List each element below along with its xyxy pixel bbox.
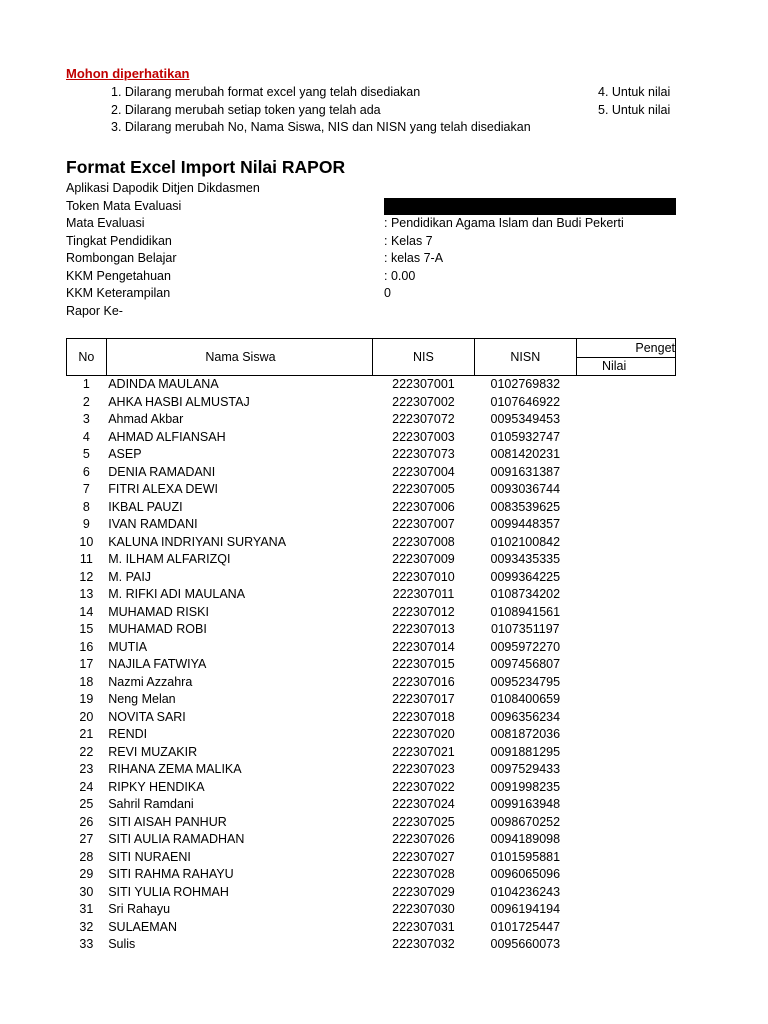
row-name: REVI MUZAKIR <box>108 744 198 759</box>
table-row <box>67 796 676 814</box>
table-row <box>67 621 676 639</box>
row-nis: 222307002 <box>392 394 455 409</box>
row-nilai-cell[interactable] <box>576 814 675 832</box>
row-nisn: 0099448357 <box>490 517 561 531</box>
row-nisn: 0081872036 <box>490 727 561 741</box>
row-name: Sahril Ramdani <box>108 797 194 811</box>
table-row <box>67 936 676 954</box>
row-name: SULAEMAN <box>108 919 177 934</box>
row-nilai-cell[interactable] <box>576 691 675 709</box>
document-title: Format Excel Import Nilai RAPOR <box>66 157 346 177</box>
row-nilai-cell[interactable] <box>576 744 675 762</box>
row-name: ASEP <box>108 447 142 461</box>
row-nis: 222307027 <box>392 849 455 864</box>
row-nis: 222307073 <box>392 447 455 461</box>
rule-4: 4. Untuk nilai <box>598 85 671 99</box>
table-row <box>67 831 676 849</box>
row-nilai-cell[interactable] <box>576 516 675 534</box>
row-name: Sri Rahayu <box>108 902 171 916</box>
row-name: FITRI ALEXA DEWI <box>108 482 218 496</box>
row-nilai-cell[interactable] <box>576 884 675 902</box>
header-no: No <box>67 339 107 376</box>
row-name: SITI NURAENI <box>108 849 191 864</box>
row-nisn: 0108734202 <box>490 587 561 601</box>
row-name: IVAN RAMDANI <box>108 517 198 531</box>
row-nis: 222307013 <box>392 622 455 636</box>
row-nilai-cell[interactable] <box>576 796 675 814</box>
row-nisn: 0108941561 <box>490 604 561 619</box>
row-no: 14 <box>79 604 94 619</box>
table-body <box>67 376 676 954</box>
row-no: 15 <box>79 622 94 636</box>
row-nisn: 0096194194 <box>490 902 561 916</box>
tingkat-label: Tingkat Pendidikan <box>66 234 172 248</box>
row-name: NOVITA SARI <box>108 709 186 724</box>
token-value-redacted <box>384 198 676 215</box>
row-name: KALUNA INDRIYANI SURYANA <box>108 534 287 549</box>
row-name: AHKA HASBI ALMUSTAJ <box>108 394 250 409</box>
row-no: 33 <box>79 937 94 951</box>
row-nis: 222307030 <box>392 902 455 916</box>
kkm-keterampilan-value: 0 <box>384 286 391 300</box>
row-nilai-cell[interactable] <box>576 656 675 674</box>
row-nisn: 0096356234 <box>490 709 561 724</box>
row-no: 31 <box>79 902 94 916</box>
row-nilai-cell[interactable] <box>576 849 675 867</box>
row-no: 32 <box>79 919 94 934</box>
row-no: 21 <box>79 727 94 741</box>
row-no: 19 <box>79 692 94 706</box>
table-row <box>67 744 676 762</box>
document-subtitle: Aplikasi Dapodik Ditjen Dikdasmen <box>66 181 260 195</box>
row-nisn: 0095972270 <box>490 639 561 654</box>
row-no: 13 <box>79 587 94 601</box>
table-row <box>67 901 676 919</box>
row-nisn: 0083539625 <box>490 499 561 514</box>
row-nilai-cell[interactable] <box>576 569 675 587</box>
row-nisn: 0101595881 <box>490 849 561 864</box>
row-nis: 222307009 <box>392 552 455 566</box>
table-row <box>67 674 676 692</box>
row-nilai-cell[interactable] <box>576 761 675 779</box>
row-nis: 222307014 <box>392 639 455 654</box>
row-nilai-cell[interactable] <box>576 534 675 552</box>
table-row <box>67 586 676 604</box>
row-nisn: 0093036744 <box>490 482 561 496</box>
mapel-label: Mata Evaluasi <box>66 216 145 230</box>
header-nis: NIS <box>373 339 474 376</box>
row-no: 5 <box>82 447 90 461</box>
row-no: 6 <box>82 464 90 479</box>
row-nilai-cell[interactable] <box>576 919 675 937</box>
row-nilai-cell[interactable] <box>576 499 675 517</box>
table-row <box>67 376 676 394</box>
rapor-ke-label: Rapor Ke- <box>66 304 123 318</box>
row-name: M. ILHAM ALFARIZQI <box>108 552 231 566</box>
row-no: 11 <box>79 552 93 566</box>
row-nilai-cell[interactable] <box>576 901 675 919</box>
row-no: 7 <box>82 482 90 496</box>
row-nisn: 0091998235 <box>490 779 561 794</box>
table-row <box>67 761 676 779</box>
table-row <box>67 919 676 937</box>
row-nis: 222307011 <box>392 587 455 601</box>
row-nilai-cell[interactable] <box>576 604 675 622</box>
kkm-pengetahuan-label: KKM Pengetahuan <box>66 269 171 283</box>
row-nis: 222307022 <box>392 779 455 794</box>
header-pengetahuan: Penget <box>576 339 675 358</box>
row-name: SITI AISAH PANHUR <box>108 814 227 829</box>
row-nilai-cell[interactable] <box>576 446 675 464</box>
table-row <box>67 604 676 622</box>
row-no: 12 <box>79 569 94 584</box>
table-row <box>67 849 676 867</box>
row-nisn: 0107646922 <box>490 394 561 409</box>
mapel-value: : Pendidikan Agama Islam dan Budi Pekerti <box>384 216 624 230</box>
row-nilai-cell[interactable] <box>576 376 675 394</box>
row-nisn: 0095234795 <box>490 674 561 689</box>
row-nisn: 0107351197 <box>491 622 560 636</box>
row-nisn: 0094189098 <box>490 832 561 846</box>
row-name: SITI RAHMA RAHAYU <box>108 867 234 881</box>
table-row <box>67 569 676 587</box>
row-nilai-cell[interactable] <box>576 621 675 639</box>
row-nisn: 0095660073 <box>490 937 561 951</box>
row-nis: 222307003 <box>392 429 455 444</box>
row-name: DENIA RAMADANI <box>108 464 216 479</box>
row-nis: 222307001 <box>392 377 455 391</box>
row-no: 17 <box>79 657 94 671</box>
row-nis: 222307023 <box>392 762 455 776</box>
notice-title: Mohon diperhatikan <box>66 66 190 81</box>
row-nisn: 0095349453 <box>490 412 561 426</box>
row-nilai-cell[interactable] <box>576 936 675 954</box>
row-name: MUTIA <box>108 639 148 654</box>
table-row <box>67 884 676 902</box>
row-nis: 222307007 <box>392 517 455 531</box>
row-nilai-cell[interactable] <box>576 394 675 412</box>
row-no: 9 <box>82 517 90 531</box>
row-name: SITI YULIA ROHMAH <box>108 884 229 899</box>
row-no: 4 <box>82 429 90 444</box>
header-nilai: Nilai <box>576 357 675 376</box>
row-nilai-cell[interactable] <box>576 639 675 657</box>
table-row <box>67 499 676 517</box>
row-nis: 222307021 <box>392 744 455 759</box>
row-nisn: 0108400659 <box>490 692 561 706</box>
rombel-label: Rombongan Belajar <box>66 251 177 265</box>
row-nisn: 0102100842 <box>490 534 561 549</box>
row-nilai-cell[interactable] <box>576 551 675 569</box>
row-nisn: 0099163948 <box>490 797 561 811</box>
table-row <box>67 691 676 709</box>
row-nilai-cell[interactable] <box>576 481 675 499</box>
table-row <box>67 481 676 499</box>
row-name: RIHANA ZEMA MALIKA <box>108 762 242 776</box>
row-nis: 222307010 <box>392 569 455 584</box>
row-nis: 222307017 <box>392 692 455 706</box>
table-row <box>67 726 676 744</box>
row-nisn: 0102769832 <box>490 377 561 391</box>
row-nisn: 0097529433 <box>490 762 561 776</box>
row-nilai-cell[interactable] <box>576 411 675 429</box>
rule-1: 1. Dilarang merubah format excel yang telah disediakan <box>111 85 421 99</box>
row-name: Sulis <box>108 937 136 951</box>
token-label: Token Mata Evaluasi <box>66 199 182 213</box>
row-no: 24 <box>79 779 94 794</box>
table-row <box>67 709 676 727</box>
row-nisn: 0099364225 <box>490 569 561 584</box>
row-nis: 222307028 <box>392 867 455 881</box>
row-no: 18 <box>79 674 94 689</box>
row-name: MUHAMAD ROBI <box>108 622 207 636</box>
row-nisn: 0104236243 <box>490 884 561 899</box>
row-name: ADINDA MAULANA <box>108 377 219 391</box>
row-nis: 222307032 <box>392 937 455 951</box>
header-name: Nama Siswa <box>106 339 373 376</box>
row-name: Neng Melan <box>108 692 176 706</box>
row-no: 2 <box>82 394 90 409</box>
row-nis: 222307015 <box>392 657 455 671</box>
row-nis: 222307024 <box>392 797 455 811</box>
row-nisn: 0098670252 <box>490 814 561 829</box>
row-nisn: 0101725447 <box>490 919 561 934</box>
row-nilai-cell[interactable] <box>576 831 675 849</box>
row-nilai-cell[interactable] <box>576 726 675 744</box>
row-nis: 222307026 <box>392 832 455 846</box>
row-nisn: 0093435335 <box>490 552 561 566</box>
table-row <box>67 394 676 412</box>
rule-3: 3. Dilarang merubah No, Nama Siswa, NIS dan NISN yang telah disediakan <box>111 120 531 134</box>
row-nis: 222307072 <box>392 412 455 426</box>
row-nilai-cell[interactable] <box>576 464 675 482</box>
row-name: AHMAD ALFIANSAH <box>108 429 226 444</box>
row-nis: 222307005 <box>392 482 455 496</box>
row-no: 30 <box>79 884 94 899</box>
row-nis: 222307031 <box>392 919 455 934</box>
row-no: 16 <box>79 639 94 654</box>
row-nisn: 0097456807 <box>490 657 561 671</box>
row-no: 26 <box>79 814 94 829</box>
row-nis: 222307012 <box>392 604 455 619</box>
row-no: 28 <box>79 849 94 864</box>
table-row <box>67 446 676 464</box>
row-nisn: 0091631387 <box>490 464 561 479</box>
row-nisn: 0096065096 <box>490 867 561 881</box>
row-name: Ahmad Akbar <box>108 412 184 426</box>
kkm-keterampilan-label: KKM Keterampilan <box>66 286 171 300</box>
table-row <box>67 639 676 657</box>
row-no: 10 <box>79 534 94 549</box>
row-nisn: 0091881295 <box>490 744 561 759</box>
row-no: 23 <box>79 762 94 776</box>
row-name: NAJILA FATWIYA <box>108 657 207 671</box>
row-no: 8 <box>82 499 90 514</box>
row-no: 3 <box>82 412 90 426</box>
row-nis: 222307025 <box>392 814 455 829</box>
row-nilai-cell[interactable] <box>576 429 675 447</box>
row-name: M. RIFKI ADI MAULANA <box>108 587 246 601</box>
row-no: 20 <box>79 709 94 724</box>
row-nis: 222307020 <box>392 727 455 741</box>
row-nilai-cell[interactable] <box>576 674 675 692</box>
row-name: M. PAIJ <box>108 569 152 584</box>
student-table <box>66 338 676 954</box>
table-row <box>67 779 676 797</box>
rombel-value: : kelas 7-A <box>384 251 444 265</box>
row-nilai-cell[interactable] <box>576 586 675 604</box>
kkm-pengetahuan-value: : 0.00 <box>384 269 416 283</box>
table-row <box>67 551 676 569</box>
table-row <box>67 866 676 884</box>
row-nisn: 0081420231 <box>490 447 561 461</box>
row-nis: 222307004 <box>392 464 455 479</box>
row-name: Nazmi Azzahra <box>108 674 193 689</box>
header-nisn: NISN <box>474 339 576 376</box>
row-no: 29 <box>79 867 94 881</box>
row-nis: 222307029 <box>392 884 455 899</box>
row-no: 22 <box>79 744 94 759</box>
row-nilai-cell[interactable] <box>576 779 675 797</box>
row-name: IKBAL PAUZI <box>108 499 183 514</box>
row-no: 27 <box>79 832 94 846</box>
row-nis: 222307008 <box>392 534 455 549</box>
table-row <box>67 411 676 429</box>
row-name: MUHAMAD RISKI <box>108 604 209 619</box>
row-nis: 222307018 <box>392 709 455 724</box>
row-nis: 222307016 <box>392 674 455 689</box>
rule-5: 5. Untuk nilai <box>598 103 671 117</box>
rule-2: 2. Dilarang merubah setiap token yang telah ada <box>111 103 381 117</box>
row-nis: 222307006 <box>392 499 455 514</box>
row-no: 1 <box>82 377 90 391</box>
row-nisn: 0105932747 <box>490 429 561 444</box>
table-row <box>67 464 676 482</box>
table-row <box>67 656 676 674</box>
table-row <box>67 516 676 534</box>
row-name: RENDI <box>108 727 148 741</box>
row-nilai-cell[interactable] <box>576 866 675 884</box>
row-name: RIPKY HENDIKA <box>108 779 205 794</box>
row-name: SITI AULIA RAMADHAN <box>108 832 245 846</box>
table-row <box>67 814 676 832</box>
table-row <box>67 534 676 552</box>
table-row <box>67 429 676 447</box>
row-no: 25 <box>79 797 94 811</box>
tingkat-value: : Kelas 7 <box>384 234 433 248</box>
row-nilai-cell[interactable] <box>576 709 675 727</box>
